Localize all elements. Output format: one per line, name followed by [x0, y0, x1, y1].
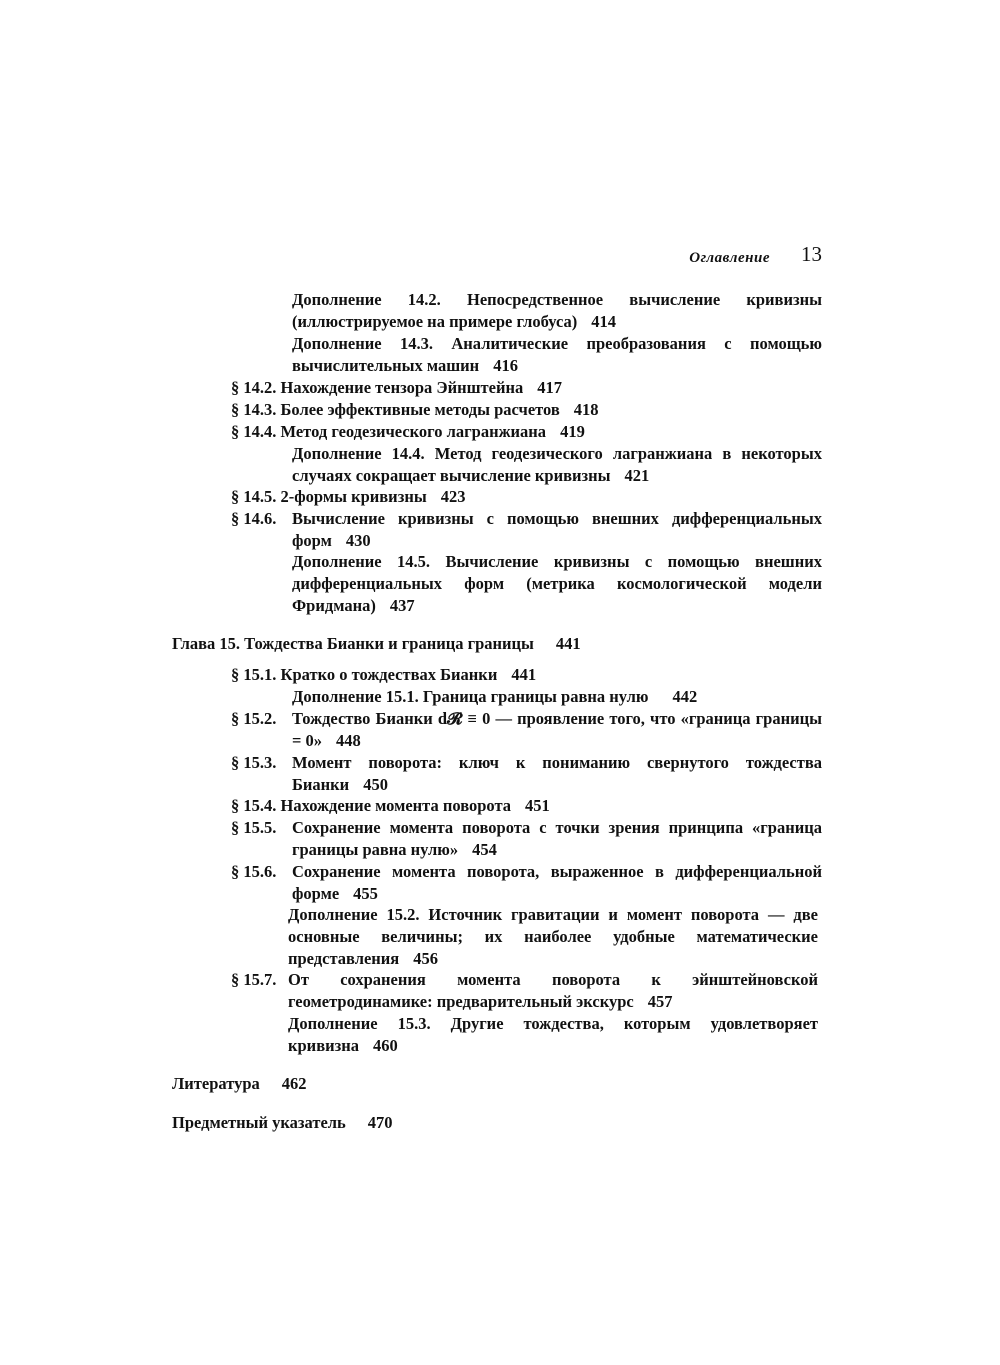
toc-section-15-6-number: [231, 861, 276, 883]
toc-section-14-6[interactable]: [292, 508, 822, 552]
toc-page-number: 417: [537, 378, 562, 397]
toc-entry-text: Сохранение момента поворота с точки зрения принципа «граница границы равна нулю»: [292, 818, 822, 859]
toc-entry-addition-15-2[interactable]: [288, 904, 818, 969]
running-header-title: Оглавление: [689, 250, 770, 266]
toc-section-15-5[interactable]: [292, 817, 822, 861]
toc-entry-text: Глава 15. Тождества Бианки и граница границы: [172, 634, 534, 653]
section-number: § 15.6.: [231, 862, 277, 881]
toc-page-number: 462: [281, 1074, 307, 1093]
toc-entry-addition-14-2[interactable]: [292, 289, 822, 333]
toc-entry-text: Нахождение тензора Эйнштейна: [280, 378, 524, 397]
section-number: § 15.7.: [231, 970, 277, 989]
toc-page-number: 442: [672, 687, 698, 706]
page-number: 13: [801, 242, 822, 266]
toc-section-15-7[interactable]: [288, 969, 818, 1013]
toc-page-number: 460: [373, 1035, 398, 1055]
toc-section-15-5-number: [231, 817, 276, 839]
toc-entry-text: Дополнение 14.5. Вычисление кривизны с помощью внешних дифференциальных форм (метрика космологической модели Фридмана): [292, 552, 822, 615]
toc-section-15-1[interactable]: [231, 664, 536, 686]
toc-page-number: 470: [367, 1113, 393, 1132]
toc-entry-text: Дополнение 14.4. Метод геодезического лагранжиана в некоторых случаях сокращает вычисление кривизны: [292, 444, 822, 485]
toc-entry-text: Вычисление кривизны с помощью внешних дифференциальных форм: [292, 509, 822, 550]
toc-section-15-7-number: [231, 969, 276, 991]
toc-entry-addition-15-1[interactable]: [292, 686, 822, 708]
toc-page-number: 441: [555, 634, 581, 653]
toc-entry-text: Дополнение 15.1. Граница границы равна нулю: [292, 687, 649, 706]
toc-entry-addition-14-5[interactable]: [292, 551, 822, 616]
section-number: § 14.2.: [231, 378, 277, 397]
toc-section-14-6-number: [231, 508, 276, 530]
section-number: § 15.3.: [231, 753, 277, 772]
section-number: § 15.5.: [231, 818, 277, 837]
toc-entry-text: Кратко о тождествах Бианки: [280, 665, 498, 684]
toc-page-number: 455: [353, 883, 378, 903]
toc-section-15-6[interactable]: [292, 861, 822, 905]
toc-page-number: 456: [413, 948, 438, 968]
toc-entry-text: Момент поворота: ключ к пониманию свернутого тождества Бианки: [292, 753, 822, 794]
toc-page-number: 448: [336, 730, 361, 750]
toc-page-number: 437: [389, 595, 415, 615]
toc-entry-text: Тождество Бианки d𝓡 ≡ 0 — проявление того, что «граница границы = 0»: [292, 709, 822, 750]
toc-section-14-4[interactable]: [231, 421, 585, 443]
toc-page-number: 441: [511, 665, 537, 684]
toc-entry-text: Сохранение момента поворота, выраженное в дифференциальной форме: [292, 862, 822, 903]
toc-page-number: 419: [560, 422, 585, 441]
section-number: § 15.2.: [231, 709, 277, 728]
toc-entry-text: Дополнение 15.3. Другие тождества, которым удовлетворяет кривизна: [288, 1014, 818, 1055]
section-number: § 14.5.: [231, 487, 277, 506]
toc-entry-text: От сохранения момента поворота к эйнштейновской геометродинамике: предварительный экскурс: [288, 970, 818, 1011]
toc-page-number: 418: [573, 400, 599, 419]
toc-entry-text: Предметный указатель: [172, 1113, 346, 1132]
toc-entry-text: Метод геодезического лагранжиана: [280, 422, 547, 441]
section-number: § 15.1.: [231, 665, 277, 684]
toc-subject-index[interactable]: [172, 1112, 393, 1134]
toc-literature[interactable]: [172, 1073, 307, 1095]
toc-page-number: 430: [345, 530, 371, 550]
section-number: § 14.3.: [231, 400, 277, 419]
toc-section-15-3[interactable]: [292, 752, 822, 796]
toc-page-number: 414: [591, 311, 616, 331]
toc-page-number: 421: [624, 465, 650, 485]
toc-page-number: 423: [440, 487, 466, 506]
toc-section-15-3-number: [231, 752, 276, 774]
toc-entry-addition-15-3[interactable]: [288, 1013, 818, 1057]
toc-chapter-15[interactable]: [172, 633, 581, 655]
section-number: § 14.6.: [231, 509, 277, 528]
section-number: § 15.4.: [231, 796, 277, 815]
toc-section-14-2[interactable]: [231, 377, 562, 399]
toc-entry-text: Нахождение момента поворота: [280, 796, 512, 815]
toc-entry-text: Дополнение 14.2. Непосредственное вычисление кривизны (иллюстрируемое на примере глобуса): [292, 290, 822, 331]
toc-page-number: 416: [493, 355, 518, 375]
toc-page-number: 451: [525, 796, 550, 815]
toc-entry-text: 2-формы кривизны: [280, 487, 427, 506]
toc-section-14-5[interactable]: [231, 486, 465, 508]
running-header: [600, 244, 822, 272]
toc-page-number: 457: [647, 991, 673, 1011]
toc-entry-text: Более эффективные методы расчетов: [280, 400, 560, 419]
toc-entry-addition-14-3[interactable]: [292, 333, 822, 377]
toc-page-number: 450: [363, 774, 388, 794]
toc-entry-text: Литература: [172, 1074, 260, 1093]
toc-section-15-2[interactable]: [292, 708, 822, 752]
toc-section-15-2-number: [231, 708, 276, 730]
section-number: § 14.4.: [231, 422, 277, 441]
toc-entry-addition-14-4[interactable]: [292, 443, 822, 487]
toc-page-number: 454: [472, 839, 497, 859]
toc-section-15-4[interactable]: [231, 795, 550, 817]
toc-entry-text: Дополнение 15.2. Источник гравитации и момент поворота — две основные величины; их наиболее удобные математические представления: [288, 905, 818, 968]
toc-entry-text: Дополнение 14.3. Аналитические преобразования с помощью вычислительных машин: [292, 334, 822, 375]
toc-section-14-3[interactable]: [231, 399, 599, 421]
